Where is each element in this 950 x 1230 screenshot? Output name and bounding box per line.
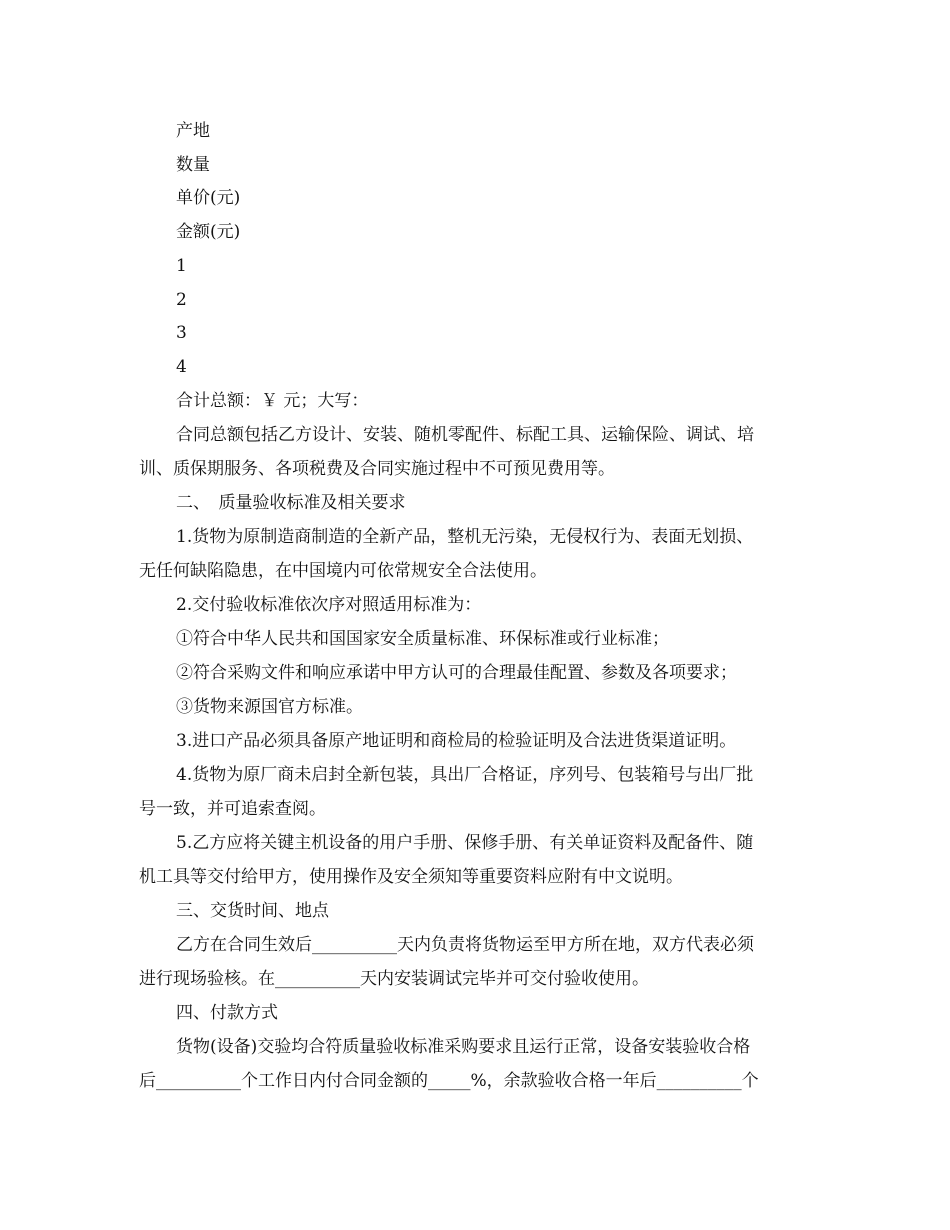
s4-para-line-1: 货物(设备)交验均合符质量验收标准采购要求且运行正常，设备安装验收合格	[176, 1037, 751, 1057]
total-amount-line: 合计总额：￥ 元；大写：	[176, 391, 369, 411]
s2-item-4-line-2: 号一致，并可追索查阅。	[139, 799, 326, 819]
table-header-amount: 金额(元)	[176, 222, 241, 242]
s3-para-line-1: 乙方在合同生效后__________天内负责将货物运至甲方所在地，双方代表必须	[176, 935, 754, 955]
s2-item-5-line-1: 5.乙方应将关键主机设备的用户手册、保修手册、有关单证资料及配备件、随	[176, 833, 754, 853]
table-header-quantity: 数量	[176, 155, 210, 175]
row-number-1: 1	[176, 256, 187, 276]
section-3-heading: 三、交货时间、地点	[176, 901, 329, 921]
s2-item-2: 2.交付验收标准依次序对照适用标准为：	[176, 595, 482, 615]
s3-para-line-2: 进行现场验核。在__________天内安装调试完毕并可交付验收使用。	[139, 969, 649, 989]
total-scope-line-2: 训、质保期服务、各项税费及合同实施过程中不可预见费用等。	[139, 459, 615, 479]
row-number-4: 4	[176, 357, 187, 377]
s2-item-1-line-2: 无任何缺陷隐患，在中国境内可依常规安全合法使用。	[139, 561, 547, 581]
total-scope-line-1: 合同总额包括乙方设计、安装、随机零配件、标配工具、运输保险、调试、培	[176, 425, 754, 445]
s2-item-1-line-1: 1.货物为原制造商制造的全新产品，整机无污染，无侵权行为、表面无划损、	[176, 527, 754, 547]
row-number-2: 2	[176, 290, 187, 310]
section-4-heading: 四、付款方式	[176, 1003, 278, 1023]
s2-sub-item-1: ①符合中华人民共和国国家安全质量标准、环保标准或行业标准；	[176, 629, 669, 649]
table-header-origin: 产地	[176, 121, 210, 141]
row-number-3: 3	[176, 323, 187, 343]
s2-sub-item-2: ②符合采购文件和响应承诺中甲方认可的合理最佳配置、参数及各项要求；	[176, 663, 737, 683]
s2-sub-item-3: ③货物来源国官方标准。	[176, 697, 363, 717]
s4-para-line-2: 后__________个工作日内付合同金额的_____%，余款验收合格一年后__________个	[139, 1071, 759, 1091]
s2-item-4-line-1: 4.货物为原厂商未启封全新包装，具出厂合格证，序列号、包装箱号与出厂批	[176, 765, 754, 785]
table-header-unit-price: 单价(元)	[176, 188, 241, 208]
s2-item-3: 3.进口产品必须具备原产地证明和商检局的检验证明及合法进货渠道证明。	[176, 731, 737, 751]
section-2-heading: 二、 质量验收标准及相关要求	[176, 493, 406, 513]
s2-item-5-line-2: 机工具等交付给甲方，使用操作及安全须知等重要资料应附有中文说明。	[139, 867, 683, 887]
